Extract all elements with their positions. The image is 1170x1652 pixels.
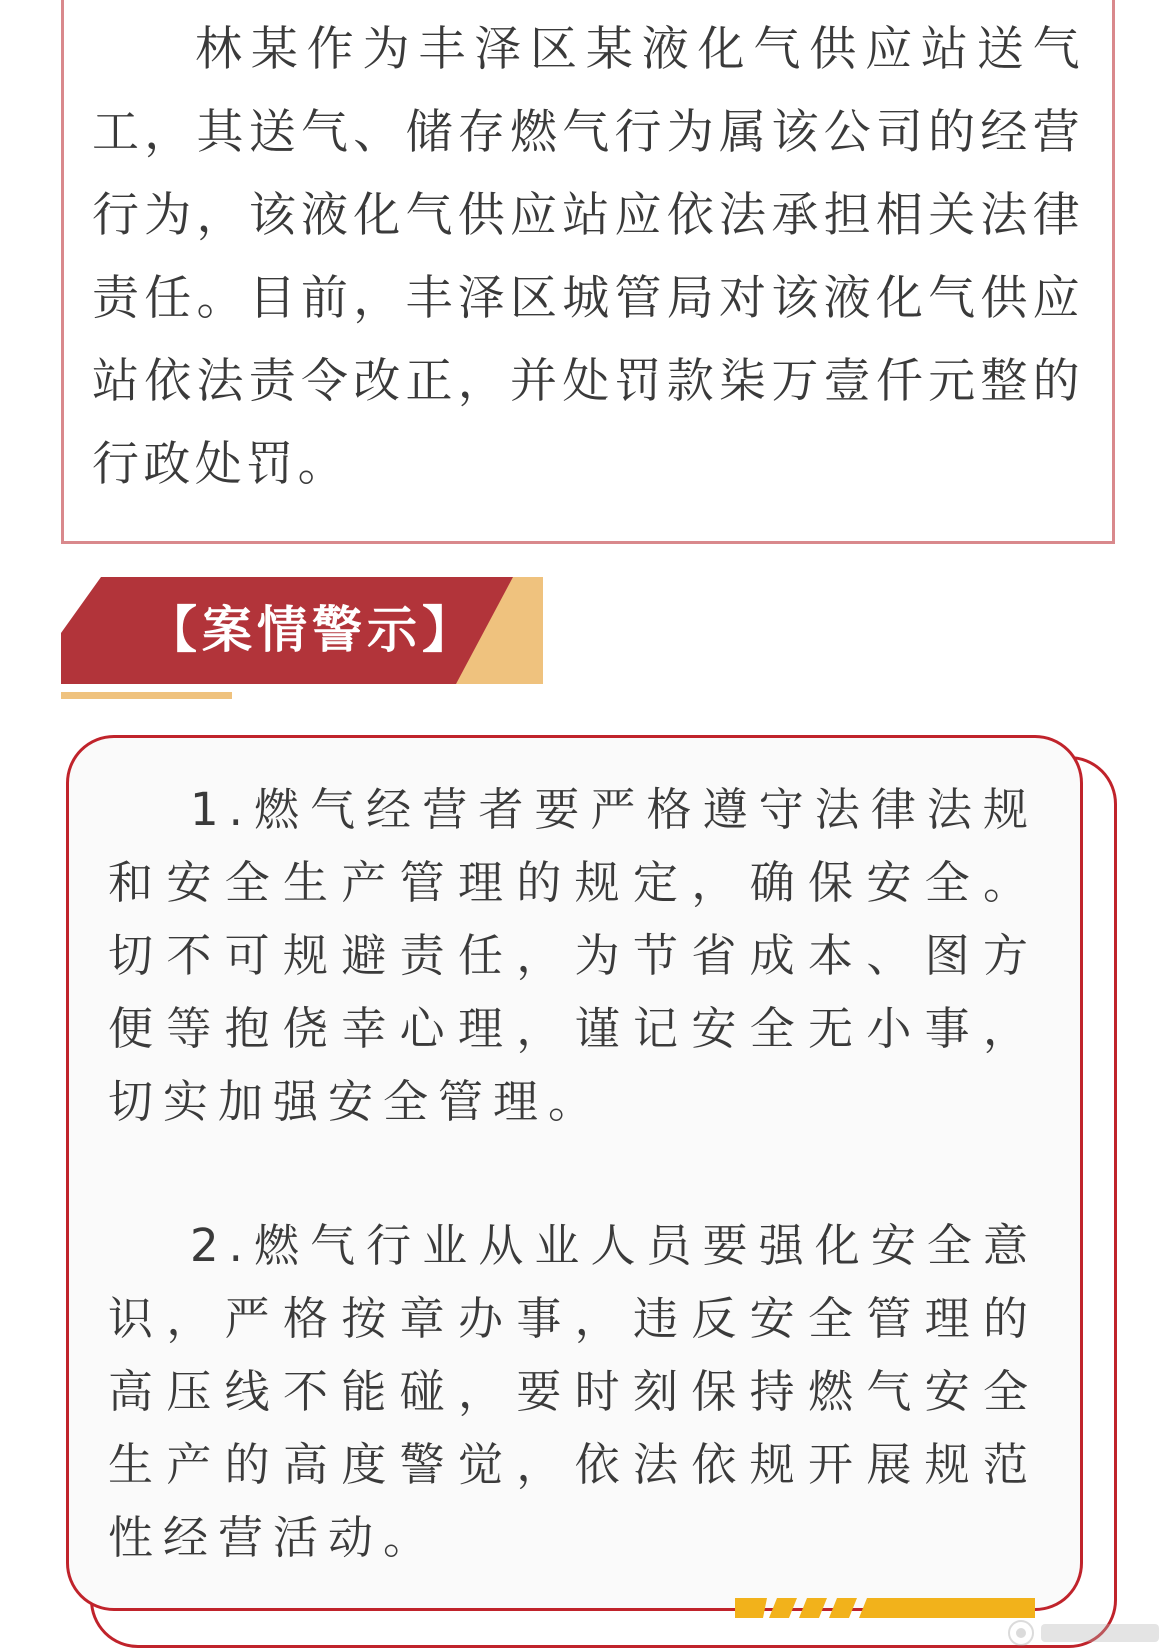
watermark-logo-icon (1005, 1618, 1165, 1648)
section-title: 【案情警示】 (147, 601, 477, 659)
section-banner (61, 577, 543, 684)
top-paragraph: 林某作为丰泽区某液化气供应站送气工，其送气、储存燃气行为属该公司的经营行为，该液化气供应站应依法承担相关法律责任。目前，丰泽区城管局对该液化气供应站依法责令改正，并处罚款柒万壹仟元整的行政处罚。 (92, 22, 1084, 492)
warning-paragraph-1: 1.燃气经营者要严格遵守法律法规和安全生产管理的规定，确保安全。切不可规避责任，为节省成本、图方便等抱侥幸心理，谨记安全无小事，切实加强安全管理。 (108, 783, 1038, 1128)
banner-underline (61, 692, 232, 699)
warning-paragraph-2: 2.燃气行业从业人员要强化安全意识，严格按章办事，违反安全管理的高压线不能碰，要时刻保持燃气安全生产的高度警觉，依法依规开展规范性经营活动。 (108, 1219, 1038, 1564)
decorative-stripes-icon (735, 1598, 1035, 1618)
